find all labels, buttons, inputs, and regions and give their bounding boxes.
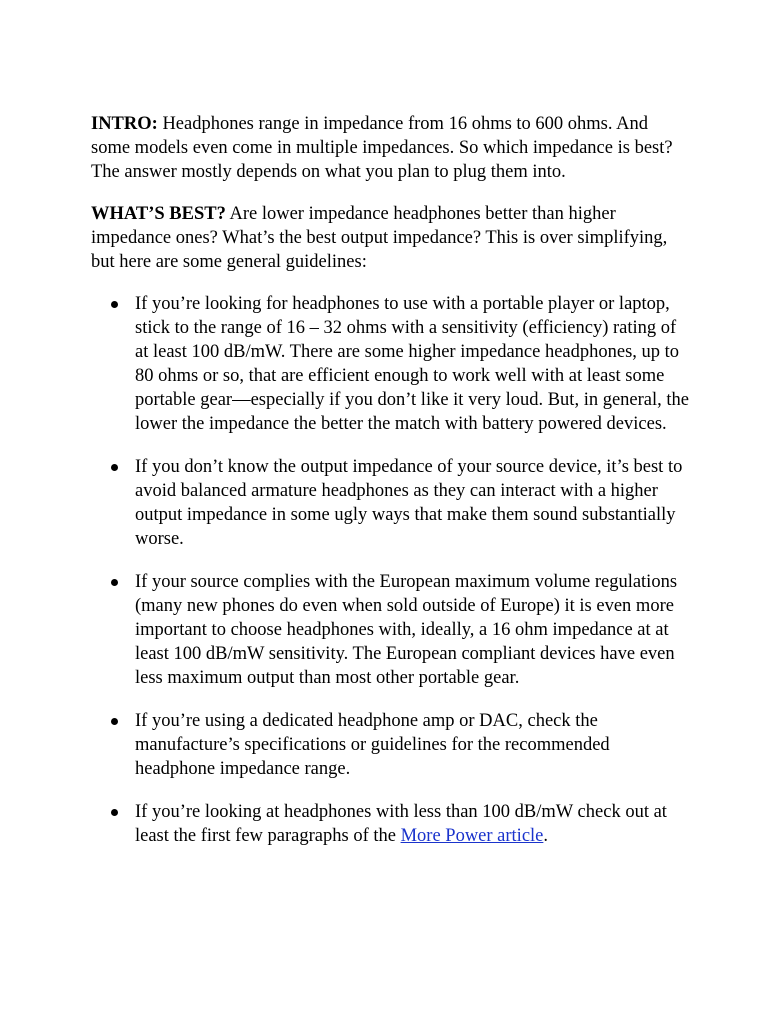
guidelines-list (91, 292, 691, 848)
list-item (91, 800, 691, 848)
document-page (91, 112, 691, 867)
intro-heading: INTRO: (91, 114, 158, 134)
list-item-text: If your source complies with the European maximum volume regulations (many new phones do even when sold outside of Europe) it is even more important to choose headphones with, ideally, a 16 ohm impedance at at least 100 dB/mW sensitivity. The European compliant devices have even less maximum output than most other portable gear. (135, 572, 678, 688)
intro-paragraph (91, 112, 691, 184)
list-item (91, 292, 691, 436)
bullet-icon (111, 718, 118, 725)
bullet-icon (111, 579, 118, 586)
bullet-icon (111, 464, 118, 471)
list-item (91, 455, 691, 551)
list-item-text: If you’re looking for headphones to use with a portable player or laptop, stick to the range of 16 – 32 ohms with a sensitivity (efficiency) rating of at least 100 dB/mW. There are some higher impedance headphones, up to 80 ohms or so, that are efficient enough to work well with at least some portable gear—especially if you don’t like it very loud. But, in general, the lower the impedance the better the match with battery powered devices. (135, 294, 689, 434)
list-item-text-before-link: If you’re looking at headphones with less than 100 dB/mW check out at least the first few paragraphs of the (135, 802, 667, 846)
whats-best-paragraph (91, 202, 691, 274)
list-item-text (135, 802, 667, 846)
list-item (91, 709, 691, 781)
whats-best-text: Are lower impedance headphones better than higher impedance ones? What’s the best output impedance? This is over simplifying, but here are some general guidelines: (91, 204, 668, 272)
bullet-icon (111, 301, 118, 308)
intro-text: Headphones range in impedance from 16 ohms to 600 ohms. And some models even come in multiple impedances. So which impedance is best? The answer mostly depends on what you plan to plug them into. (91, 114, 673, 182)
whats-best-heading: WHAT’S BEST? (91, 204, 226, 224)
list-item (91, 570, 691, 690)
list-item-text-after-link: . (543, 826, 549, 846)
list-item-text: If you don’t know the output impedance of your source device, it’s best to avoid balanced armature headphones as they can interact with a higher output impedance in some ugly ways that make them sound substantially worse. (135, 457, 683, 549)
list-item-text: If you’re using a dedicated headphone amp or DAC, check the manufacture’s specifications or guidelines for the recommended headphone impedance range. (135, 711, 610, 779)
more-power-article-link[interactable]: More Power article (400, 826, 544, 846)
bullet-icon (111, 809, 118, 816)
